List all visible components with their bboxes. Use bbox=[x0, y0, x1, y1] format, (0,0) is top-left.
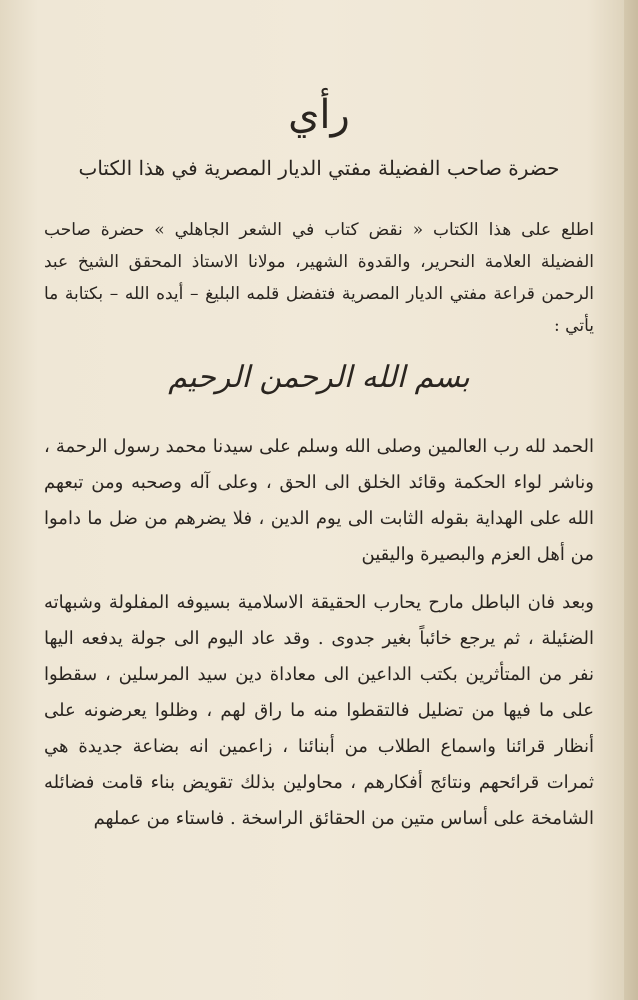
intro-paragraph bbox=[44, 214, 594, 342]
body-paragraph: الحمد لله رب العالمين وصلى الله وسلم على سيدنا محمد رسول الرحمة ، وناشر لواء الحكمة وقائد الخلق الى الحق ، وعلى آله وصحبه ومن تبعهم الله على الهداية بقوله الثابت الى يوم الدين ، فلا يضرهم من ضل ما داموا من أهل العزم والبصيرة واليقين bbox=[44, 436, 594, 565]
page-edge bbox=[624, 0, 638, 1000]
intro-text: اطلع على هذا الكتاب « نقض كتاب في الشعر الجاهلي » حضرة صاحب الفضيلة العلامة النحرير، والقدوة الشهير، مولانا الاستاذ المحقق الشيخ عبد الرحمن قراعة مفتي الديار المصرية فتفضل قلمه البليغ – أيده الله – بكتابة ما يأتي : bbox=[44, 220, 594, 336]
body-paragraph: وبعد فان الباطل مارح يحارب الحقيقة الاسلامية بسيوفه المفلولة وشبهاته الضئيلة ، ثم يرجع خائباً بغير جدوى . وقد عاد اليوم الى جولة يدفعه اليها نفر من المتأثرين بكتب الداعين الى معاداة دين سيد المرسلين ، سقطوا على ما فيها من تضليل فالتقطوا منه ما راق لهم ، وظلوا يعرضونه على أنظار قرائنا واسماع الطلاب من أبنائنا ، زاعمين انه بضاعة جديدة هي ثمرات قرائحهم ونتائج أفكارهم ، محاولين بذلك تقويض بناء قامت فضائله الشامخة على أساس متين من الحقائق الراسخة . فاستاء من عملهم bbox=[44, 592, 594, 829]
page-title: رأي bbox=[288, 92, 350, 138]
basmala: بسم الله الرحمن الرحيم bbox=[168, 360, 470, 395]
page-subtitle: حضرة صاحب الفضيلة مفتي الديار المصرية في هذا الكتاب bbox=[78, 156, 560, 180]
body-text bbox=[44, 429, 594, 837]
